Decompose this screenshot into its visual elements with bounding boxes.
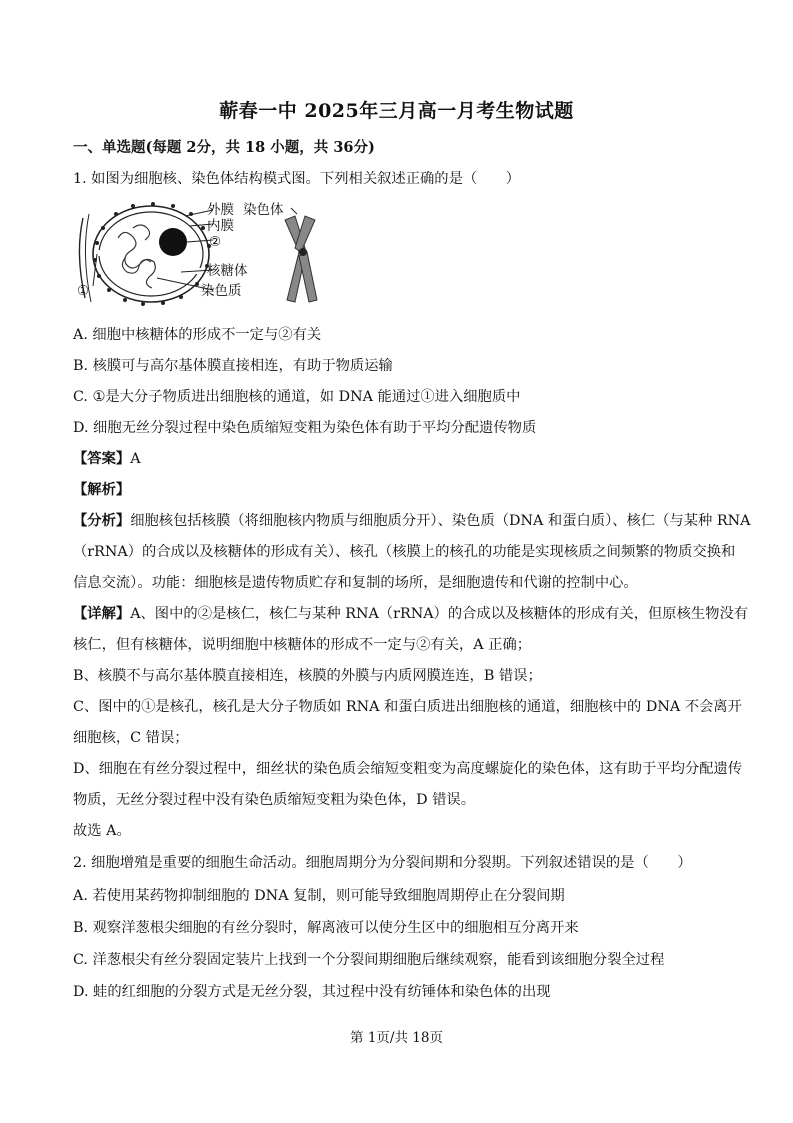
xiangjie-line-5: 细胞核，C 错误； (73, 730, 189, 746)
q2-option-b: B. 观察洋葱根尖细胞的有丝分裂时，解离液可以使分生区中的细胞相互分离开来 (73, 920, 579, 936)
analysis-tag: 【解析】 (73, 482, 131, 498)
label-chromatin: 染色质 (201, 283, 242, 299)
fenxi-line-3: 信息交流）。功能：细胞核是遗传物质贮存和复制的场所，是细胞遗传和代谢的控制中心。 (73, 575, 638, 591)
label-nucleolus-2: ② (209, 234, 222, 250)
fenxi-line-1 (73, 512, 750, 530)
xiangjie-line-8: 故选 A。 (73, 823, 131, 839)
q1-option-d: D. 细胞无丝分裂过程中染色质缩短变粗为染色体有助于平均分配遗传物质 (73, 420, 537, 436)
q2-stem: 2. 细胞增殖是重要的细胞生命活动。细胞周期分为分裂间期和分裂期。下列叙述错误的是（ ） (73, 855, 692, 871)
xiangjie-line-3: B、核膜不与高尔基体膜直接相连，核膜的外膜与内质网膜连连，B 错误； (73, 668, 542, 684)
xiangjie-line-2: 核仁，但有核糖体，说明细胞中核糖体的形成不一定与②有关，A 正确； (73, 637, 532, 653)
label-chromosome: 染色体 (243, 202, 284, 218)
answer-value: A (130, 451, 141, 467)
label-outer-membrane: 外膜 (207, 202, 234, 218)
xiangjie-tag: 【详解】 (73, 606, 131, 622)
q2-option-a: A. 若使用某药物抑制细胞的 DNA 复制，则可能导致细胞周期停止在分裂间期 (73, 888, 565, 904)
section-heading: 一、单选题(每题 2分，共 18 小题，共 36分) (73, 139, 375, 156)
answer-tag: 【答案】 (73, 451, 131, 467)
q1-option-c: C. ①是大分子物质进出细胞核的通道，如 DNA 能通过①进入细胞质中 (73, 389, 521, 405)
q1-stem: 1. 如图为细胞核、染色体结构模式图。下列相关叙述正确的是（ ） (73, 171, 521, 187)
q2-option-c: C. 洋葱根尖有丝分裂固定装片上找到一个分裂间期细胞后继续观察，能看到该细胞分裂全过程 (73, 952, 665, 968)
q1-option-a: A. 细胞中核糖体的形成不一定与②有关 (73, 327, 322, 343)
q1-answer (73, 450, 141, 468)
fenxi-tag: 【分析】 (73, 513, 131, 529)
nucleus-chromosome-figure (73, 198, 333, 310)
xiangjie-line-6: D、细胞在有丝分裂过程中，细丝状的染色质会缩短变粗变为高度螺旋化的染色体，这有助于平均分配遗传 (73, 761, 743, 777)
page-title: 蕲春一中 2025年三月高一月考生物试题 (219, 100, 574, 122)
xiangjie-text-1: A、图中的②是核仁，核仁与某种 RNA（rRNA）的合成以及核糖体的形成有关，但原核生物没有 (130, 606, 749, 622)
label-pore-1: ① (77, 283, 90, 299)
page-footer: 第 1页/共 18页 (350, 1030, 443, 1046)
xiangjie-line-4: C、图中的①是核孔，核孔是大分子物质如 RNA 和蛋白质进出细胞核的通道，细胞核中的 DNA 不会离开 (73, 699, 742, 715)
fenxi-text-1: 细胞核包括核膜（将细胞核内物质与细胞质分开）、染色质（DNA 和蛋白质）、核仁（与某种 RNA (130, 513, 751, 529)
label-ribosome: 核糖体 (207, 263, 248, 279)
label-inner-membrane: 内膜 (207, 218, 234, 234)
q1-option-b: B. 核膜可与高尔基体膜直接相连，有助于物质运输 (73, 358, 393, 374)
xiangjie-line-1 (73, 605, 748, 623)
q2-option-d: D. 蛙的红细胞的分裂方式是无丝分裂，其过程中没有纺锤体和染色体的出现 (73, 984, 551, 1000)
xiangjie-line-7: 物质，无丝分裂过程中没有染色质缩短变粗为染色体，D 错误。 (73, 792, 476, 808)
fenxi-line-2: （rRNA）的合成以及核糖体的形成有关）、核孔（核膜上的核孔的功能是实现核质之间频繁的物质交换和 (73, 544, 736, 560)
